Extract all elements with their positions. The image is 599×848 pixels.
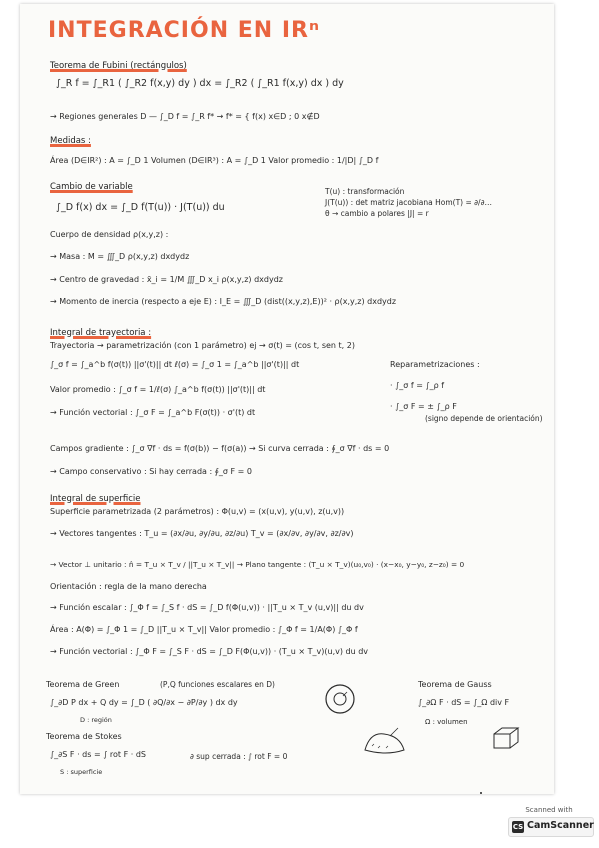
campo-conservativo: → Campo conservativo : Si hay cerrada : ∮_σ F = 0 xyxy=(50,467,252,476)
stokes-note: ∂ sup cerrada : ∫ rot F = 0 xyxy=(190,752,288,761)
heading-medidas: Medidas : xyxy=(50,136,91,146)
green-note: (P,Q funciones escalares en D) xyxy=(160,680,275,689)
heading-green: Teorema de Green xyxy=(46,680,120,689)
cube-sketch xyxy=(490,726,524,752)
green-formula: ∫_∂D P dx + Q dy = ∫_D ( ∂Q/∂x − ∂P/∂y ) dx dy xyxy=(50,698,238,707)
campos-gradiente: Campos gradiente : ∫_σ ∇f · ds = f(σ(b)) − f(σ(a)) → Si curva cerrada : ∮_σ ∇f · ds = 0 xyxy=(50,444,390,453)
gauss-formula: ∫_∂Ω F · dS = ∫_Ω div F xyxy=(418,698,510,707)
heading-densidad: Cuerpo de densidad ρ(x,y,z) : xyxy=(50,230,169,239)
note-polares: θ → cambio a polares |J| = r xyxy=(325,209,429,218)
heading-gauss: Teorema de Gauss xyxy=(418,680,492,689)
surface-sketch xyxy=(360,724,410,760)
funcion-escalar-superficie: → Función escalar : ∫_Φ f = ∫_S f · dS = ∫_D f(Φ(u,v)) · ||T_u × T_v (u,v)|| du dv xyxy=(50,603,364,612)
heading-fubini: Teorema de Fubini (rectángulos) xyxy=(50,61,187,71)
camscanner-icon: CS xyxy=(512,823,524,831)
note-jacobiano: J(T(u)) : det matriz jacobiana Hom(T) = ∂/∂… xyxy=(325,198,492,207)
heading-superficie: Integral de superficie xyxy=(50,494,141,504)
notes-page xyxy=(20,4,554,794)
masa-line: → Masa : M = ∭_D ρ(x,y,z) dxdydz xyxy=(50,252,190,261)
centro-gravedad-line: → Centro de gravedad : x̄_i = 1/M ∭_D x_i ρ(x,y,z) dxdydz xyxy=(50,275,283,284)
vectores-tangentes: → Vectores tangentes : T_u = (∂x/∂u, ∂y/∂u, ∂z/∂u) T_v = (∂x/∂v, ∂y/∂v, ∂z/∂v) xyxy=(50,529,354,538)
camscanner-badge xyxy=(506,806,592,840)
formula-fubini: ∫_R f = ∫_R1 ( ∫_R2 f(x,y) dy ) dx = ∫_R2 ( ∫_R1 f(x,y) dx ) dy xyxy=(56,78,344,89)
camscanner-brand: CamScanner xyxy=(527,820,594,831)
trayectoria-param: Trayectoria → parametrización (con 1 parámetro) ej → σ(t) = (cos t, sen t, 2) xyxy=(50,341,355,350)
heading-stokes: Teorema de Stokes xyxy=(46,732,122,741)
stray-dot xyxy=(480,792,482,794)
reparam-escalar: · ∫_σ f = ∫_ρ f xyxy=(390,381,445,390)
camscanner-logo xyxy=(508,817,594,837)
trayectoria-formula: ∫_σ f = ∫_a^b f(σ(t)) ||σ'(t)|| dt ℓ(σ) = ∫_σ 1 = ∫_a^b ||σ'(t)|| dt xyxy=(50,360,300,369)
funcion-vectorial-superficie: → Función vectorial : ∫_Φ F = ∫_S F · dS = ∫_D F(Φ(u,v)) · (T_u × T_v)(u,v) du dv xyxy=(50,647,369,656)
note-transformacion: T(u) : transformación xyxy=(325,187,405,196)
stokes-formula: ∫_∂S F · ds = ∫ rot F · dS xyxy=(50,750,146,759)
regiones-generales: → Regiones generales D — ∫_D f = ∫_R f* → f* = { f(x) x∈D ; 0 x∉D xyxy=(50,112,320,121)
reparam-note: (signo depende de orientación) xyxy=(425,414,543,423)
page-title: INTEGRACIÓN EN IRⁿ xyxy=(48,18,321,43)
reparam-vectorial: · ∫_σ F = ± ∫_ρ F xyxy=(390,402,457,411)
funcion-vectorial-trayectoria: → Función vectorial : ∫_σ F = ∫_a^b F(σ(t)) · σ'(t) dt xyxy=(50,408,256,417)
heading-trayectoria: Integral de trayectoria : xyxy=(50,328,152,338)
heading-cambio-variable: Cambio de variable xyxy=(50,182,133,192)
valor-promedio-trayectoria: Valor promedio : ∫_σ f = 1/ℓ(σ) ∫_a^b f(σ(t)) ||σ'(t)|| dt xyxy=(50,385,266,394)
area-superficie: Área : A(Φ) = ∫_Φ 1 = ∫_D ||T_u × T_v|| Valor promedio : ∫_Φ f = 1/A(Φ) ∫_Φ f xyxy=(50,625,358,634)
vector-normal-plano-tangente: → Vector ⊥ unitario : n̂ = T_u × T_v / ||T_u × T_v|| → Plano tangente : (T_u × T_v)(u₀,v₀) · (x−x₀, y−y₀, z−z₀) = 0 xyxy=(50,560,465,569)
formula-cambio-variable: ∫_D f(x) dx = ∫_D f(T(u)) · J(T(u)) du xyxy=(56,202,225,213)
stokes-sub: S : superficie xyxy=(60,768,103,776)
gauss-sub: Ω : volumen xyxy=(425,718,468,726)
region-circle-sketch xyxy=(320,679,360,719)
medidas-line: Área (D∈IR²) : A = ∫_D 1 Volumen (D∈IR³) : A = ∫_D 1 Valor promedio : 1/|D| ∫_D f xyxy=(50,156,379,165)
green-sub: D : región xyxy=(80,716,112,724)
scanned-with-label: Scanned with xyxy=(525,806,573,814)
momento-inercia-line: → Momento de inercia (respecto a eje E) : I_E = ∭_D (dist((x,y,z),E))² · ρ(x,y,z) dxdydz xyxy=(50,297,397,306)
superficie-param: Superficie parametrizada (2 parámetros) : Φ(u,v) = (x(u,v), y(u,v), z(u,v)) xyxy=(50,507,345,516)
reparam-heading: Reparametrizaciones : xyxy=(390,360,480,369)
orientacion: Orientación : regla de la mano derecha xyxy=(50,582,207,591)
